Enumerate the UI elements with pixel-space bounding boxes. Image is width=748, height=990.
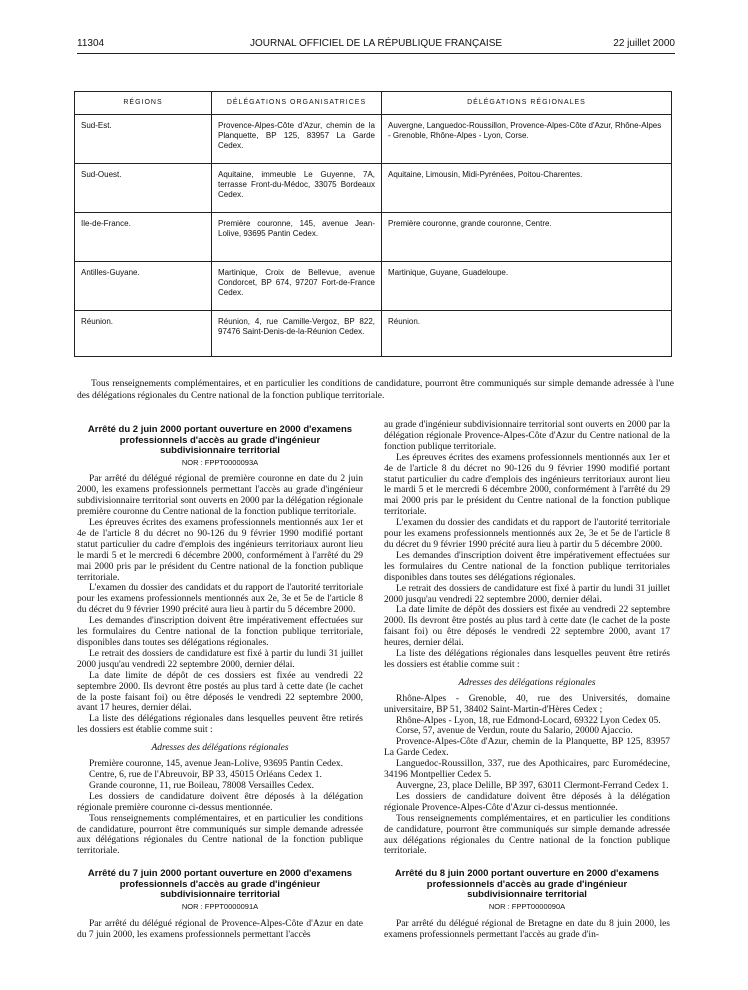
address-item: Première couronne, 145, avenue Jean-Lolive, 93695 Pantin Cedex. <box>89 759 344 770</box>
address-item: Rhône-Alpes - Lyon, 18, rue Edmond-Locard, 69322 Lyon Cedex 05. <box>396 715 661 726</box>
delegations-regionales-cell: Réunion. <box>382 311 672 357</box>
body-paragraph: L'examen du dossier des candidats et du rapport de l'autorité territoriale pour les examens professionnels mentionnés aux 2e, 3e et 5e de l'article 8 du décret du 9 février 1990 précité aura lieu à partir du 5 décembre 2000. <box>77 583 363 616</box>
delegation-organisatrice-cell: Aquitaine, immeuble Le Guyenne, 7A, terrasse Front-du-Médoc, 33075 Bordeaux Cedex. <box>212 164 382 213</box>
table-row <box>75 115 672 164</box>
journal-title: JOURNAL OFFICIEL DE LA RÉPUBLIQUE FRANÇAISE <box>249 38 503 49</box>
body-paragraph: Tous renseignements complémentaires, et en particulier les conditions de candidature, pourront être communiqués sur simple demande adressée aux délégations régionales du Centre national de la fonction publique territoriale. <box>77 813 363 857</box>
table-row <box>75 311 672 357</box>
body-paragraph: Les épreuves écrites des examens professionnels mentionnés aux 1er et 4e de l'article 8 du décret no 90-126 du 9 février 1990 modifié portant statut particulier du cadre d'emplois des ingénieurs territoriaux auront lieu le mardi 5 et le mercredi 6 décembre 2000, conformément à l'arrêté du 29 mai 2000 pris par le président du Centre national de la fonction publique territoriale. <box>77 518 363 583</box>
article-title: Arrêté du 7 juin 2000 portant ouverture en 2000 d'examens professionnels d'accès au grade d'ingénieur subdivisionnaire territorial <box>87 868 353 901</box>
body-paragraph: La date limite de dépôt des dossiers est fixée au vendredi 22 septembre 2000. Ils devront être postés au plus tard à cette date (le cachet de la poste faisant foi) ou être déposés le vendredi 22 septembre 2000, avant 17 heures, dernier délai. <box>384 605 670 649</box>
body-paragraph: La date limite de dépôt de ces dossiers est fixée au vendredi 22 septembre 2000. Ils devront être postés au plus tard à cette date (le cachet de la poste faisant foi) ou être déposés le vendredi 22 septembre 2000, avant 17 heures, dernier délai. <box>77 670 363 714</box>
delegations-regionales-cell: Première couronne, grande couronne, Centre. <box>382 213 672 262</box>
body-paragraph: Le retrait des dossiers de candidature est fixé à partir du lundi 31 juillet 2000 jusqu'au vendredi 22 septembre 2000, dernier délai. <box>384 583 670 605</box>
page-number: 11304 <box>77 38 105 49</box>
table-note: Tous renseignements complémentaires, et en particulier les conditions de candidature, pourront être communiqués sur simple demande adressée à l'une des délégations régionales du Centre national de la fonction publique territoriale. <box>77 379 674 401</box>
nor-reference: NOR : FPPT0000093A <box>181 457 259 467</box>
nor-reference: NOR : FPPT0000090A <box>488 901 566 911</box>
delegation-organisatrice-cell: Provence-Alpes-Côte d'Azur, chemin de la Planquette, BP 125, 83957 La Garde Cedex. <box>212 115 382 164</box>
address-item: Corse, 57, avenue de Verdun, route du Salario, 20000 Ajaccio. <box>396 726 633 737</box>
body-paragraph: La liste des délégations régionales dans lesquelles peuvent être retirés les dossiers est établie comme suit : <box>77 714 363 736</box>
article-title: Arrêté du 2 juin 2000 portant ouverture en 2000 d'examens professionnels d'accès au grade d'ingénieur subdivisionnaire territorial <box>87 424 353 456</box>
address-item: Provence-Alpes-Côte d'Azur, chemin de la Planquette, BP 125, 83957 La Garde Cedex. <box>384 737 670 759</box>
body-paragraph: Les dossiers de candidature doivent être déposés à la délégation régionale Provence-Alpes-Côte d'Azur ci-dessus mentionnée. <box>384 791 670 813</box>
right-column <box>384 420 670 986</box>
region-cell: Antilles-Guyane. <box>75 262 212 311</box>
addresses-heading: Adresses des délégations régionales <box>151 743 289 754</box>
address-item: Centre, 6, rue de l'Abreuvoir, BP 33, 45015 Orléans Cedex 1. <box>89 769 322 780</box>
body-paragraph: Tous renseignements complémentaires, et en particulier les conditions de candidature, pourront être communiqués sur simple demande adressée aux délégations régionales du Centre national de la fonction publique territoriale. <box>384 813 670 857</box>
column-header: RÉGIONS <box>75 92 212 115</box>
region-cell: Sud-Est. <box>75 115 212 164</box>
regions-table <box>74 91 672 357</box>
article-title: Arrêté du 8 juin 2000 portant ouverture en 2000 d'examens professionnels d'accès au grade d'ingénieur subdivisionnaire territorial <box>394 868 660 901</box>
region-cell: Ile-de-France. <box>75 213 212 262</box>
delegations-regionales-cell: Aquitaine, Limousin, Midi-Pyrénées, Poitou-Charentes. <box>382 164 672 213</box>
delegations-regionales-cell: Martinique, Guyane, Guadeloupe. <box>382 262 672 311</box>
delegation-organisatrice-cell: Réunion, 4, rue Camille-Vergoz, BP 822, 97476 Saint-Denis-de-la-Réunion Cedex. <box>212 311 382 357</box>
table-row <box>75 213 672 262</box>
delegation-organisatrice-cell: Martinique, Croix de Bellevue, avenue Condorcet, BP 674, 97207 Fort-de-France Cedex. <box>212 262 382 311</box>
body-paragraph: Les demandes d'inscription doivent être impérativement effectuées sur les formulaires du Centre national de la fonction publique territoriales disponibles dans toutes ses délégations régionales. <box>384 550 670 583</box>
column-header: DÉLÉGATIONS ORGANISATRICES <box>212 92 382 115</box>
nor-reference: NOR : FPPT0000091A <box>181 901 259 911</box>
address-item: Languedoc-Roussillon, 337, rue des Apothicaires, parc Euromédecine, 34196 Montpellier Cedex 5. <box>384 759 670 781</box>
page-header <box>77 38 675 54</box>
column-header: DÉLÉGATIONS RÉGIONALES <box>382 92 672 115</box>
addresses-heading: Adresses des délégations régionales <box>458 677 596 688</box>
body-paragraph: Par arrêté du délégué régional de Bretagne en date du 8 juin 2000, les examens professionnels permettant l'accès au grade d'in- <box>384 918 670 940</box>
body-paragraph: Par arrêté du délégué régional de première couronne en date du 2 juin 2000, les examens professionnels permettant l'accès au grade d'ingénieur subdivisionnaire territorial sont ouverts en 2000 par la délégation régionale première couronne du Centre national de la fonction publique territoriale. <box>77 474 363 518</box>
body-paragraph: Par arrêté du délégué régional de Provence-Alpes-Côte d'Azur en date du 7 juin 2000, les examens professionnels permettant l'accès <box>77 918 363 940</box>
body-paragraph: Le retrait des dossiers de candidature est fixé à partir du lundi 31 juillet 2000 jusqu'au vendredi 22 septembre 2000, dernier délai. <box>77 648 363 670</box>
table-row <box>75 164 672 213</box>
body-paragraph: Les dossiers de candidature doivent être déposés à la délégation régionale première couronne ci-dessus mentionnée. <box>77 791 363 813</box>
region-cell: Sud-Ouest. <box>75 164 212 213</box>
table-header-row <box>75 92 672 115</box>
region-cell: Réunion. <box>75 311 212 357</box>
body-paragraph: Les épreuves écrites des examens professionnels mentionnés aux 1er et 4e de l'article 8 du décret no 90-126 du 9 février 1990 modifié portant statut particulier du cadre d'emplois des ingénieurs territoriaux auront lieu le mardi 5 et le mercredi 6 décembre 2000, conformément à l'arrêté du 29 mai 2000 pris par le président du Centre national de la fonction publique territoriale. <box>384 452 670 518</box>
address-item: Grande couronne, 11, rue Boileau, 78008 Versailles Cedex. <box>89 780 315 791</box>
body-paragraph: La liste des délégations régionales dans lesquelles peuvent être retirés les dossiers est établie comme suit : <box>384 649 670 670</box>
body-paragraph: au grade d'ingénieur subdivisionnaire territorial sont ouverts en 2000 par la délégation régionale Provence-Alpes-Côte d'Azur du Centre national de la fonction publique territoriale. <box>384 420 670 452</box>
header-rule <box>77 53 675 54</box>
table-row <box>75 262 672 311</box>
body-paragraph: L'examen du dossier des candidats et du rapport de l'autorité territoriale pour les examens professionnels mentionnés aux 2e, 3e et 5e de l'article 8 du décret du 9 février 1990 précité aura lieu à partir du 5 décembre 2000. <box>384 518 670 550</box>
issue-date: 22 juillet 2000 <box>613 38 675 49</box>
delegations-regionales-cell: Auvergne, Languedoc-Roussillon, Provence-Alpes-Côte d'Azur, Rhône-Alpes - Grenoble, Rhône-Alpes - Lyon, Corse. <box>382 115 672 164</box>
body-paragraph: Les demandes d'inscription doivent être impérativement effectuées sur les formulaires du Centre national de la fonction publique territoriale, disponibles dans toutes ses délégations régionales. <box>77 616 363 648</box>
address-item: Auvergne, 23, place Delille, BP 397, 63011 Clermont-Ferrand Cedex 1. <box>396 781 669 791</box>
address-item: Rhône-Alpes - Grenoble, 40, rue des Universités, domaine universitaire, BP 51, 38402 Saint-Martin-d'Hères Cedex ; <box>384 693 670 715</box>
left-column <box>77 420 363 986</box>
delegation-organisatrice-cell: Première couronne, 145, avenue Jean-Lolive, 93695 Pantin Cedex. <box>212 213 382 262</box>
